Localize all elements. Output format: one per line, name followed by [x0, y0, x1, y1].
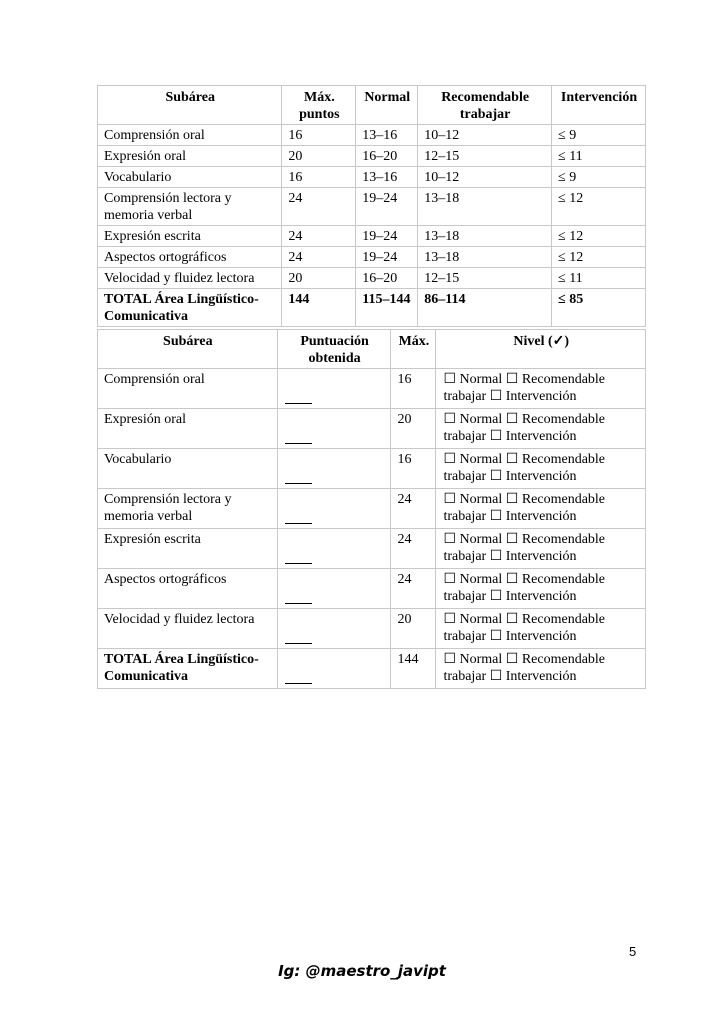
subarea-cell: Expresión escrita	[98, 226, 282, 247]
subarea-cell: Velocidad y fluidez lectora	[98, 268, 282, 289]
intervention-range-cell: ≤ 9	[552, 125, 646, 146]
score-field[interactable]	[277, 529, 391, 569]
normal-range-cell: 19–24	[356, 188, 418, 226]
column-header: Subárea	[98, 330, 278, 369]
blank-line	[285, 603, 312, 604]
normal-range-cell: 16–20	[356, 268, 418, 289]
subarea-cell: Comprensión oral	[98, 125, 282, 146]
max-points-cell: 24	[282, 188, 356, 226]
table-header-row	[98, 330, 646, 369]
subarea-cell: Comprensión oral	[98, 369, 278, 409]
intervention-range-cell: ≤ 12	[552, 226, 646, 247]
score-record-table	[97, 329, 646, 689]
max-cell: 24	[391, 569, 436, 609]
subarea-cell: Vocabulario	[98, 167, 282, 188]
recommended-range-cell: 12–15	[418, 146, 552, 167]
intervention-range-cell: ≤ 12	[552, 188, 646, 226]
subarea-cell: Expresión oral	[98, 409, 278, 449]
table-row	[98, 268, 646, 289]
normal-range-cell: 16–20	[356, 146, 418, 167]
reference-scores-table	[97, 85, 646, 327]
column-header: Normal	[356, 86, 418, 125]
footer-handle: Ig: @maestro_javipt	[278, 962, 446, 980]
subarea-cell: Aspectos ortográficos	[98, 569, 278, 609]
level-options[interactable]: ☐ Normal ☐ Recomendable trabajar ☐ Intervención	[436, 529, 646, 569]
normal-range-cell: 13–16	[356, 125, 418, 146]
score-field[interactable]	[277, 449, 391, 489]
max-cell: 20	[391, 409, 436, 449]
table-row	[98, 529, 646, 569]
blank-line	[285, 443, 312, 444]
level-options[interactable]: ☐ Normal ☐ Recomendable trabajar ☐ Intervención	[436, 649, 646, 689]
max-cell: 24	[391, 529, 436, 569]
table-row	[98, 146, 646, 167]
max-points-cell: 144	[282, 289, 356, 327]
subarea-cell: Aspectos ortográficos	[98, 247, 282, 268]
max-cell: 144	[391, 649, 436, 689]
intervention-range-cell: ≤ 11	[552, 268, 646, 289]
recommended-range-cell: 10–12	[418, 125, 552, 146]
normal-range-cell: 13–16	[356, 167, 418, 188]
normal-range-cell: 19–24	[356, 226, 418, 247]
subarea-cell: TOTAL Área Lingüístico-Comunicativa	[98, 649, 278, 689]
table-row	[98, 369, 646, 409]
level-options[interactable]: ☐ Normal ☐ Recomendable trabajar ☐ Intervención	[436, 449, 646, 489]
table-row	[98, 167, 646, 188]
max-cell: 16	[391, 449, 436, 489]
intervention-range-cell: ≤ 9	[552, 167, 646, 188]
column-header: Nivel (✓)	[436, 330, 646, 369]
max-points-cell: 20	[282, 268, 356, 289]
max-points-cell: 16	[282, 125, 356, 146]
subarea-cell: TOTAL Área Lingüístico-Comunicativa	[98, 289, 282, 327]
blank-line	[285, 523, 312, 524]
total-row	[98, 289, 646, 327]
table-row	[98, 449, 646, 489]
max-points-cell: 24	[282, 226, 356, 247]
max-points-cell: 16	[282, 167, 356, 188]
table-row	[98, 125, 646, 146]
table-row	[98, 569, 646, 609]
score-field[interactable]	[277, 489, 391, 529]
blank-line	[285, 643, 312, 644]
blank-line	[285, 563, 312, 564]
subarea-cell: Comprensión lectora y memoria verbal	[98, 489, 278, 529]
blank-line	[285, 483, 312, 484]
subarea-cell: Expresión oral	[98, 146, 282, 167]
max-cell: 16	[391, 369, 436, 409]
intervention-range-cell: ≤ 11	[552, 146, 646, 167]
level-options[interactable]: ☐ Normal ☐ Recomendable trabajar ☐ Intervención	[436, 369, 646, 409]
total-row	[98, 649, 646, 689]
column-header: Máx. puntos	[282, 86, 356, 125]
subarea-cell: Expresión escrita	[98, 529, 278, 569]
recommended-range-cell: 13–18	[418, 247, 552, 268]
table-row	[98, 609, 646, 649]
score-field[interactable]	[277, 609, 391, 649]
normal-range-cell: 115–144	[356, 289, 418, 327]
table-row	[98, 226, 646, 247]
column-header: Subárea	[98, 86, 282, 125]
max-cell: 20	[391, 609, 436, 649]
recommended-range-cell: 13–18	[418, 188, 552, 226]
max-cell: 24	[391, 489, 436, 529]
column-header: Máx.	[391, 330, 436, 369]
score-field[interactable]	[277, 569, 391, 609]
score-field[interactable]	[277, 369, 391, 409]
table-row	[98, 489, 646, 529]
column-header: Puntuación obtenida	[277, 330, 391, 369]
level-options[interactable]: ☐ Normal ☐ Recomendable trabajar ☐ Intervención	[436, 409, 646, 449]
max-points-cell: 20	[282, 146, 356, 167]
level-options[interactable]: ☐ Normal ☐ Recomendable trabajar ☐ Intervención	[436, 489, 646, 529]
table-row	[98, 247, 646, 268]
table-row	[98, 188, 646, 226]
page-number: 5	[629, 944, 637, 959]
level-options[interactable]: ☐ Normal ☐ Recomendable trabajar ☐ Intervención	[436, 609, 646, 649]
blank-line	[285, 683, 312, 684]
normal-range-cell: 19–24	[356, 247, 418, 268]
intervention-range-cell: ≤ 12	[552, 247, 646, 268]
recommended-range-cell: 13–18	[418, 226, 552, 247]
recommended-range-cell: 86–114	[418, 289, 552, 327]
intervention-range-cell: ≤ 85	[552, 289, 646, 327]
column-header: Intervención	[552, 86, 646, 125]
table-header-row	[98, 86, 646, 125]
subarea-cell: Comprensión lectora y memoria verbal	[98, 188, 282, 226]
score-field[interactable]	[277, 649, 391, 689]
subarea-cell: Velocidad y fluidez lectora	[98, 609, 278, 649]
max-points-cell: 24	[282, 247, 356, 268]
table-row	[98, 409, 646, 449]
recommended-range-cell: 12–15	[418, 268, 552, 289]
level-options[interactable]: ☐ Normal ☐ Recomendable trabajar ☐ Intervención	[436, 569, 646, 609]
recommended-range-cell: 10–12	[418, 167, 552, 188]
score-field[interactable]	[277, 409, 391, 449]
blank-line	[285, 403, 312, 404]
subarea-cell: Vocabulario	[98, 449, 278, 489]
column-header: Recomendable trabajar	[418, 86, 552, 125]
